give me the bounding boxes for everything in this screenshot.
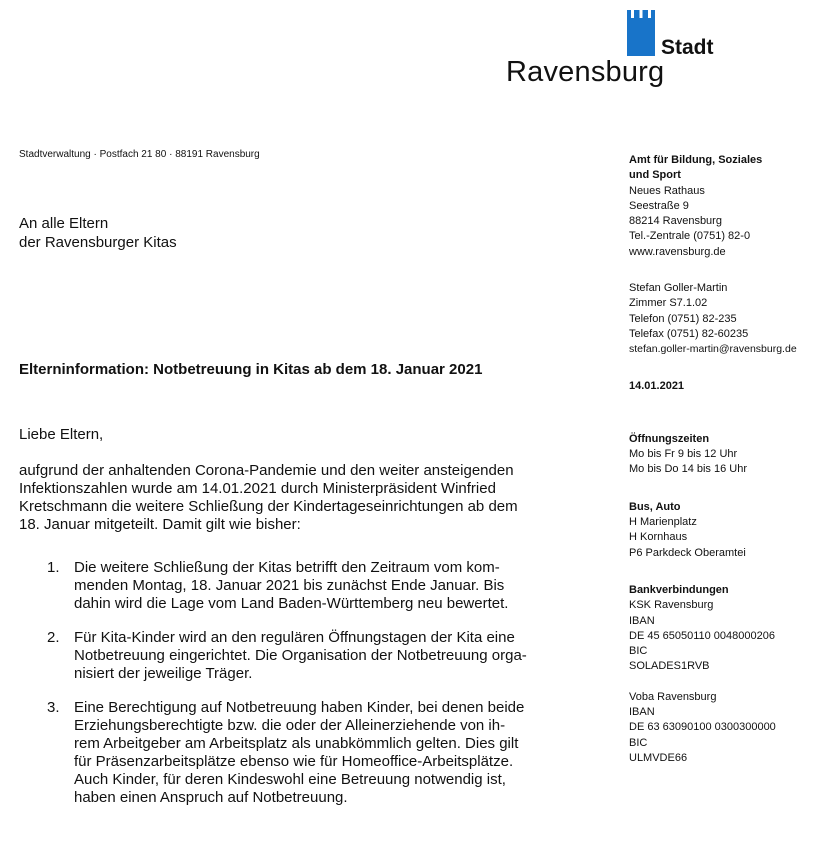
list-item-text: Für Kita-Kinder wird an den regulären Öffnungstagen der Kita eine Notbetreuung eingerichtet. Die Organisation der Notbetreuung orga- nisiert der jeweilige Träger. bbox=[74, 629, 527, 682]
bank-iban: DE 63 63090100 0300300000 bbox=[629, 721, 776, 734]
office-website: www.ravensburg.de bbox=[629, 245, 726, 258]
recipient-line: der Ravensburger Kitas bbox=[19, 234, 177, 251]
letter-date: 14.01.2021 bbox=[629, 379, 685, 392]
list-item-text: Die weitere Schließung der Kitas betrifft den Zeitraum vom kom- menden Montag, 18. Januar 2021 bis zunächst Ende Januar. Bis dahin wird die Lage vom Land Baden-Württemberg neu bewertet. bbox=[74, 559, 509, 612]
bank-iban-label: IBAN bbox=[629, 614, 655, 627]
bank-bic-label: BIC bbox=[629, 736, 648, 749]
recipient-address bbox=[19, 214, 177, 252]
list-item-text: Eine Berechtigung auf Notbetreuung haben Kinder, bei denen beide Erziehungsberechtigte bzw. die oder der Alleinerziehende von ih- rem Arbeitgeber am Arbeitsplatz als unabkömmlich gelten. Dies gilt für Präsenzarbeitsplätze ebenso wie für Homeoffice-Arbeitsplätze. Auch Kinder, für deren Kindeswohl eine Betreuung notwendig ist, haben einen Anspruch auf Notbetreuung. bbox=[74, 699, 525, 806]
sidebar-info bbox=[629, 153, 814, 766]
office-street: Seestraße 9 bbox=[629, 199, 689, 212]
sender-return-address: Stadtverwaltung · Postfach 21 80 · 88191 Ravensburg bbox=[19, 149, 260, 160]
contact-room: Zimmer S7.1.02 bbox=[629, 297, 708, 310]
contact-name: Stefan Goller-Martin bbox=[629, 282, 728, 295]
intro-paragraph: aufgrund der anhaltenden Corona-Pandemie und den weiter ansteigenden Infektionszahlen wurde am 14.01.2021 durch Ministerpräsident Winfried Kretschmann die weitere Schließung der Kindertageseinrichtungen ab dem 18. Januar mitgeteilt. Damit gilt wie bisher: bbox=[19, 462, 518, 533]
contact-fax: Telefax (0751) 82-60235 bbox=[629, 327, 749, 340]
list-item-number: 1. bbox=[47, 559, 60, 576]
recipient-line: An alle Eltern bbox=[19, 215, 109, 232]
bank-name: KSK Ravensburg bbox=[629, 599, 714, 612]
contact-email: stefan.goller-martin@ravensburg.de bbox=[629, 343, 797, 356]
city-logo-icon bbox=[627, 10, 655, 56]
transport-line: P6 Parkdeck Oberamtei bbox=[629, 546, 746, 559]
list-item bbox=[19, 629, 599, 683]
letter-subject: Elterninformation: Notbetreuung in Kitas ab dem 18. Januar 2021 bbox=[19, 361, 483, 378]
office-city: 88214 Ravensburg bbox=[629, 215, 722, 228]
office-name: und Sport bbox=[629, 169, 681, 182]
office-phone: Tel.-Zentrale (0751) 82-0 bbox=[629, 230, 751, 243]
office-building: Neues Rathaus bbox=[629, 184, 705, 197]
transport-line: H Marienplatz bbox=[629, 516, 697, 529]
transport-line: H Kornhaus bbox=[629, 531, 688, 544]
bank-block bbox=[629, 583, 814, 766]
list-item-number: 3. bbox=[47, 699, 60, 716]
bank-iban: DE 45 65050110 0048000206 bbox=[629, 629, 775, 642]
bank-title: Bankverbindungen bbox=[629, 583, 729, 596]
bank-name: Voba Ravensburg bbox=[629, 690, 717, 703]
opening-hours-title: Öffnungszeiten bbox=[629, 432, 710, 445]
contact-block bbox=[629, 281, 814, 357]
logo-stadt-text: Stadt bbox=[661, 36, 714, 59]
bank-iban-label: IBAN bbox=[629, 706, 655, 719]
list-item bbox=[19, 559, 599, 613]
opening-hours-block bbox=[629, 432, 814, 478]
office-address-block bbox=[629, 153, 814, 260]
numbered-list bbox=[19, 559, 599, 823]
transport-title: Bus, Auto bbox=[629, 500, 681, 513]
list-item-number: 2. bbox=[47, 629, 60, 646]
office-name: Amt für Bildung, Soziales bbox=[629, 154, 763, 166]
transport-block bbox=[629, 500, 814, 561]
salutation: Liebe Eltern, bbox=[19, 426, 104, 443]
bank-bic: SOLADES1RVB bbox=[629, 660, 710, 673]
list-item bbox=[19, 699, 599, 807]
opening-hours-line: Mo bis Do 14 bis 16 Uhr bbox=[629, 463, 747, 476]
bank-bic-label: BIC bbox=[629, 645, 648, 658]
logo-city-text: Ravensburg bbox=[506, 56, 665, 88]
contact-phone: Telefon (0751) 82-235 bbox=[629, 312, 737, 325]
bank-bic: ULMVDE66 bbox=[629, 751, 688, 764]
opening-hours-line: Mo bis Fr 9 bis 12 Uhr bbox=[629, 448, 738, 461]
